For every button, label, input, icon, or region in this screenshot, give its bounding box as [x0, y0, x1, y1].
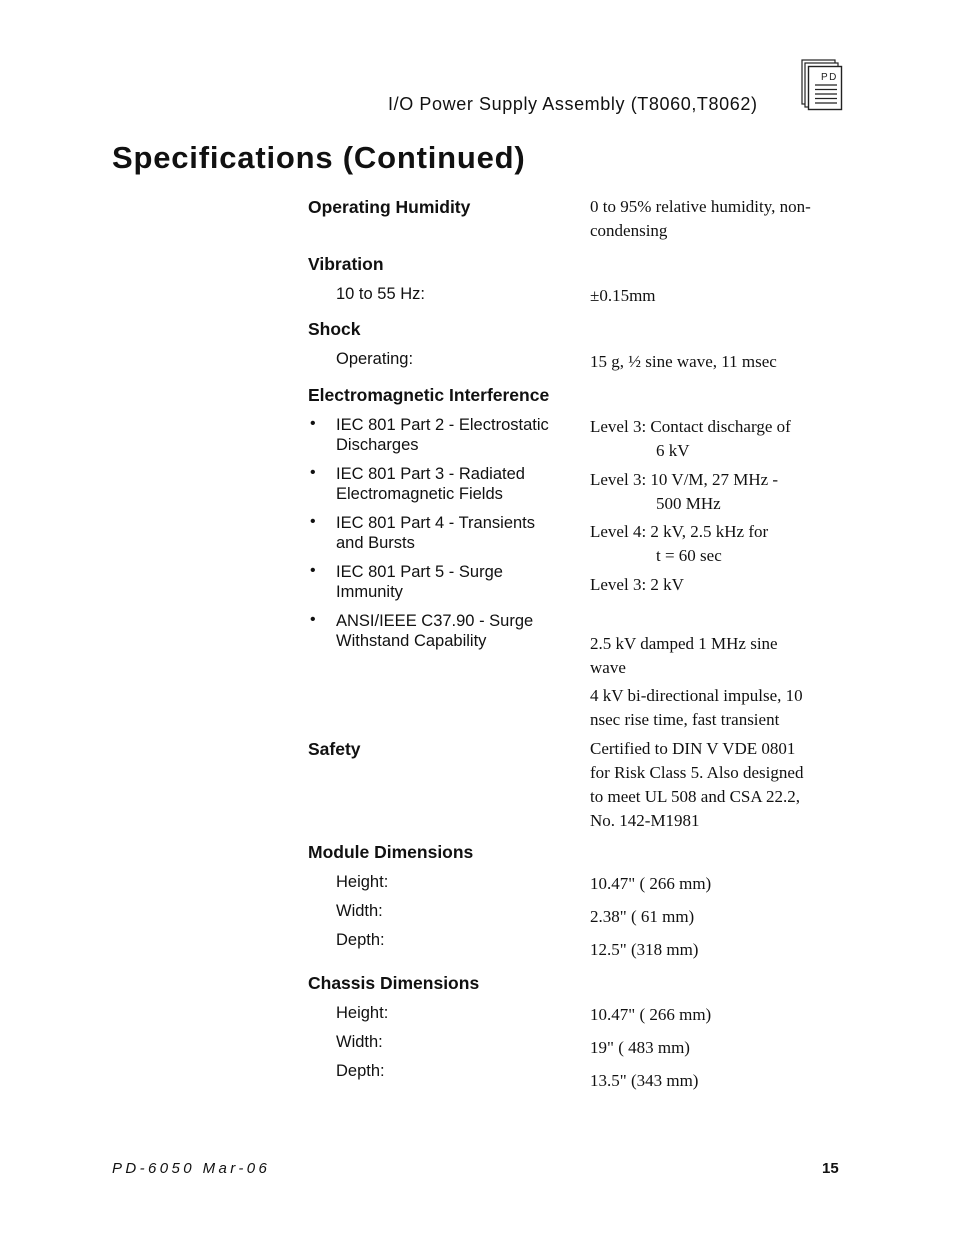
dimension-value: 10.47" ( 266 mm): [590, 874, 712, 893]
value-line: 0 to 95% relative humidity, non-: [590, 197, 811, 216]
emi-bullet-item: [336, 415, 549, 455]
bullet-marker: •: [310, 513, 316, 530]
spec-value-shock: 15 g, ½ sine wave, 11 msec: [590, 352, 777, 371]
dimension-name: Height:: [336, 873, 389, 891]
dimension-value: 12.5" (318 mm): [590, 940, 699, 959]
bullet-line: IEC 801 Part 2 - Electrostatic: [336, 416, 549, 434]
value-line: 2.5 kV damped 1 MHz sine: [590, 634, 778, 653]
bullet-line: Discharges: [336, 436, 419, 454]
value-line: 6 kV: [656, 441, 690, 460]
spec-label-safety: Safety: [308, 739, 361, 759]
spec-label-chassis-dimensions: Chassis Dimensions: [308, 973, 480, 993]
spec-label-module-dimensions: Module Dimensions: [308, 842, 474, 862]
page-title: Specifications (Continued): [112, 140, 526, 175]
value-line: for Risk Class 5. Also designed: [590, 763, 804, 782]
bullet-line: IEC 801 Part 5 - Surge: [336, 563, 503, 581]
emi-value: [590, 468, 778, 516]
pd-document-icon: [801, 59, 843, 111]
bullet-marker: •: [310, 464, 316, 481]
spec-value-safety: [590, 737, 803, 833]
bullet-marker: •: [310, 415, 316, 432]
dimension-value: 13.5" (343 mm): [590, 1071, 699, 1090]
dimension-name: Width:: [336, 902, 383, 920]
dimension-value: 10.47" ( 266 mm): [590, 1005, 712, 1024]
emi-value: [590, 684, 803, 732]
bullet-line: IEC 801 Part 4 - Transients: [336, 514, 536, 532]
bullet-marker: •: [310, 611, 316, 628]
pd-logo-text: PD: [821, 72, 838, 83]
value-line: 500 MHz: [656, 494, 721, 513]
bullet-line: and Bursts: [336, 534, 415, 552]
emi-value: [590, 632, 778, 680]
dimension-name: Depth:: [336, 931, 385, 949]
value-line: t = 60 sec: [656, 546, 722, 565]
bullet-line: Withstand Capability: [336, 632, 487, 650]
footer-doc-id: PD-6050 Mar-06: [112, 1160, 271, 1177]
bullet-line: ANSI/IEEE C37.90 - Surge: [336, 612, 534, 630]
bullet-line: Immunity: [336, 583, 403, 601]
value-line: wave: [590, 658, 626, 677]
dimension-name: Height:: [336, 1004, 389, 1022]
page-number: 15: [822, 1160, 839, 1177]
value-line: 4 kV bi-directional impulse, 10: [590, 686, 803, 705]
value-line: Level 4: 2 kV, 2.5 kHz for: [590, 522, 769, 541]
emi-bullet-item: [336, 464, 525, 504]
spec-label-shock: Shock: [308, 319, 361, 339]
running-header: I/O Power Supply Assembly (T8060,T8062): [388, 94, 758, 114]
dimension-value: 19" ( 483 mm): [590, 1038, 690, 1057]
emi-value: [590, 415, 791, 463]
bullet-marker: •: [310, 562, 316, 579]
value-line: nsec rise time, fast transient: [590, 710, 780, 729]
value-line: Level 3: Contact discharge of: [590, 417, 791, 436]
dimension-value: 2.38" ( 61 mm): [590, 907, 695, 926]
emi-value: [590, 573, 684, 597]
value-line: condensing: [590, 221, 668, 240]
value-line: No. 142-M1981: [590, 811, 700, 830]
bullet-line: IEC 801 Part 3 - Radiated: [336, 465, 525, 483]
emi-bullet-item: [336, 513, 535, 553]
emi-bullet-item: [336, 562, 503, 602]
spec-value-vibration: ±0.15mm: [590, 286, 656, 305]
value-line: to meet UL 508 and CSA 22.2,: [590, 787, 800, 806]
dimension-name: Depth:: [336, 1062, 385, 1080]
emi-value: [590, 520, 768, 568]
spec-label-vibration: Vibration: [308, 254, 384, 274]
value-line: Level 3: 10 V/M, 27 MHz -: [590, 470, 779, 489]
spec-label-humidity: Operating Humidity: [308, 197, 471, 217]
value-line: Level 3: 2 kV: [590, 575, 684, 594]
dimension-name: Width:: [336, 1033, 383, 1051]
spec-sublabel-vibration: 10 to 55 Hz:: [336, 285, 425, 303]
spec-label-emi: Electromagnetic Interference: [308, 385, 550, 405]
spec-value-humidity: [590, 195, 830, 243]
spec-sublabel-shock: Operating:: [336, 350, 414, 368]
emi-bullet-item: [336, 611, 533, 651]
bullet-line: Electromagnetic Fields: [336, 485, 503, 503]
value-line: Certified to DIN V VDE 0801: [590, 739, 796, 758]
